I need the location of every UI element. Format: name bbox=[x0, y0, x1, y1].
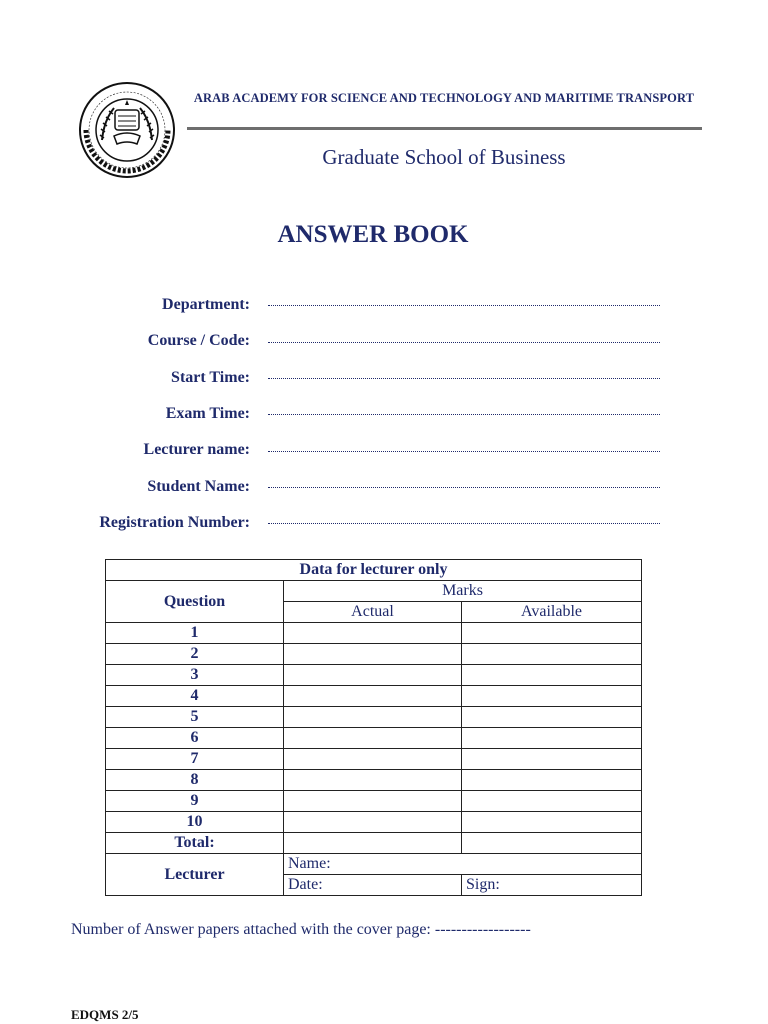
page-title: ANSWER BOOK bbox=[277, 221, 469, 248]
question-number: 6 bbox=[106, 728, 284, 749]
school-name: Graduate School of Business bbox=[322, 145, 566, 169]
question-header: Question bbox=[106, 581, 284, 623]
table-row bbox=[106, 623, 642, 644]
attached-papers-note: Number of Answer papers attached with the cover page: ------------------ bbox=[71, 921, 531, 938]
question-number: 8 bbox=[106, 770, 284, 791]
table-row bbox=[106, 728, 642, 749]
actual-mark-cell[interactable] bbox=[284, 728, 462, 749]
available-mark-cell[interactable] bbox=[462, 728, 642, 749]
actual-mark-cell[interactable] bbox=[284, 791, 462, 812]
registration-number-label: Registration Number: bbox=[99, 514, 250, 531]
start-time-field[interactable] bbox=[268, 378, 660, 379]
actual-mark-cell[interactable] bbox=[284, 644, 462, 665]
name-label: Name: bbox=[288, 855, 331, 872]
lecturer-label: Lecturer bbox=[106, 854, 284, 896]
department-field[interactable] bbox=[268, 305, 660, 306]
exam-time-label: Exam Time: bbox=[165, 405, 250, 422]
lecturer-name-row bbox=[106, 854, 642, 875]
available-mark-cell[interactable] bbox=[462, 812, 642, 833]
available-mark-cell[interactable] bbox=[462, 665, 642, 686]
header-rule bbox=[187, 127, 702, 130]
lecturer-name-cell[interactable] bbox=[284, 854, 642, 875]
total-actual-cell[interactable] bbox=[284, 833, 462, 854]
question-number: 3 bbox=[106, 665, 284, 686]
start-time-label: Start Time: bbox=[171, 369, 250, 386]
course-code-label: Course / Code: bbox=[147, 332, 250, 349]
exam-time-field[interactable] bbox=[268, 414, 660, 415]
total-label: Total: bbox=[106, 833, 284, 854]
table-header-row bbox=[106, 581, 642, 602]
available-mark-cell[interactable] bbox=[462, 623, 642, 644]
table-caption: Data for lecturer only bbox=[106, 560, 642, 581]
date-cell[interactable] bbox=[284, 875, 462, 896]
actual-mark-cell[interactable] bbox=[284, 812, 462, 833]
question-number: 2 bbox=[106, 644, 284, 665]
table-row bbox=[106, 644, 642, 665]
actual-mark-cell[interactable] bbox=[284, 770, 462, 791]
table-row bbox=[106, 665, 642, 686]
available-mark-cell[interactable] bbox=[462, 770, 642, 791]
actual-mark-cell[interactable] bbox=[284, 686, 462, 707]
date-label: Date: bbox=[288, 876, 323, 893]
total-row bbox=[106, 833, 642, 854]
table-row bbox=[106, 770, 642, 791]
document-code: EDQMS 2/5 bbox=[71, 1007, 139, 1022]
actual-mark-cell[interactable] bbox=[284, 623, 462, 644]
table-row bbox=[106, 749, 642, 770]
question-number: 9 bbox=[106, 791, 284, 812]
course-code-field[interactable] bbox=[268, 342, 660, 343]
available-mark-cell[interactable] bbox=[462, 644, 642, 665]
available-header: Available bbox=[462, 602, 642, 623]
table-caption-row bbox=[106, 560, 642, 581]
table-row bbox=[106, 686, 642, 707]
actual-mark-cell[interactable] bbox=[284, 749, 462, 770]
sign-label: Sign: bbox=[466, 876, 500, 893]
department-label: Department: bbox=[162, 296, 250, 313]
available-mark-cell[interactable] bbox=[462, 686, 642, 707]
sign-cell[interactable] bbox=[462, 875, 642, 896]
student-name-field[interactable] bbox=[268, 487, 660, 488]
available-mark-cell[interactable] bbox=[462, 791, 642, 812]
academy-name: ARAB ACADEMY FOR SCIENCE AND TECHNOLOGY AND MARITIME TRANSPORT bbox=[193, 91, 695, 105]
table-row bbox=[106, 791, 642, 812]
question-number: 5 bbox=[106, 707, 284, 728]
table-row bbox=[106, 707, 642, 728]
question-number: 1 bbox=[106, 623, 284, 644]
student-name-label: Student Name: bbox=[147, 478, 250, 495]
table-row bbox=[106, 812, 642, 833]
academy-seal-icon bbox=[74, 80, 180, 180]
actual-mark-cell[interactable] bbox=[284, 707, 462, 728]
actual-header: Actual bbox=[284, 602, 462, 623]
lecturer-name-label: Lecturer name: bbox=[143, 441, 250, 458]
registration-number-field[interactable] bbox=[268, 523, 660, 524]
available-mark-cell[interactable] bbox=[462, 749, 642, 770]
question-number: 10 bbox=[106, 812, 284, 833]
marks-header: Marks bbox=[284, 581, 642, 602]
lecturer-name-field[interactable] bbox=[268, 451, 660, 452]
lecturer-marks-table bbox=[105, 559, 642, 896]
total-available-cell[interactable] bbox=[462, 833, 642, 854]
available-mark-cell[interactable] bbox=[462, 707, 642, 728]
actual-mark-cell[interactable] bbox=[284, 665, 462, 686]
question-number: 7 bbox=[106, 749, 284, 770]
question-number: 4 bbox=[106, 686, 284, 707]
